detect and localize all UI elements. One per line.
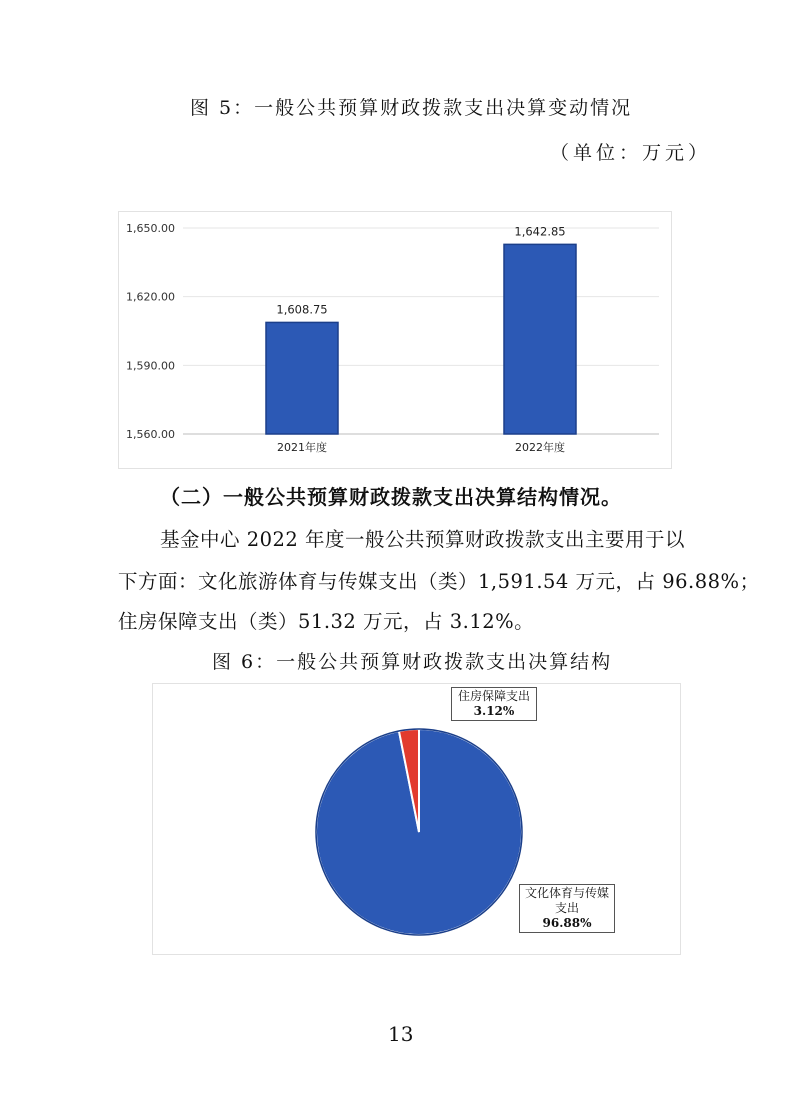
figure6-title: 图 6：一般公共预算财政拨款支出决算结构 [212,651,613,673]
pie-chart-frame [152,683,681,955]
bar-ytick-label: 1,650.00 [126,222,175,235]
pie-label-culture [519,884,615,933]
bar-category-label: 2022年度 [515,441,565,454]
bar-ytick-label: 1,560.00 [126,428,175,441]
bar-data-label: 1,642.85 [514,224,566,239]
bar-chart-frame [118,211,672,469]
pie-label-housing-name: 住房保障支出 [457,689,530,703]
bar-chart [119,212,671,468]
pie-label-culture-name-1: 文化体育与传媒 [524,886,609,900]
figure5-unit: （单位：万元） [550,142,712,164]
paragraph-line-2: 下方面：文化旅游体育与传媒支出（类）1,591.54 万元，占 96.88%； [118,570,760,593]
pie-label-culture-percent: 96.88% [542,916,592,930]
bar-category-label: 2021年度 [277,441,327,454]
figure5-title: 图 5：一般公共预算财政拨款支出决算变动情况 [190,97,633,119]
bar-2 [504,244,576,434]
bar-ytick-label: 1,620.00 [126,290,175,304]
pie-label-housing [451,687,537,721]
bar-ytick-label: 1,590.00 [126,359,175,373]
section-heading: （二）一般公共预算财政拨款支出决算结构情况。 [160,485,622,509]
pie-label-culture-name-2: 支出 [554,901,579,915]
bar-data-label: 1,608.75 [276,302,328,317]
bar-1 [266,322,338,434]
paragraph-line-3: 住房保障支出（类）51.32 万元，占 3.12%。 [118,610,535,633]
pie-label-housing-percent: 3.12% [473,704,515,718]
page-number: 13 [388,1022,414,1046]
paragraph-line-1: 基金中心 2022 年度一般公共预算财政拨款支出主要用于以 [160,528,686,551]
